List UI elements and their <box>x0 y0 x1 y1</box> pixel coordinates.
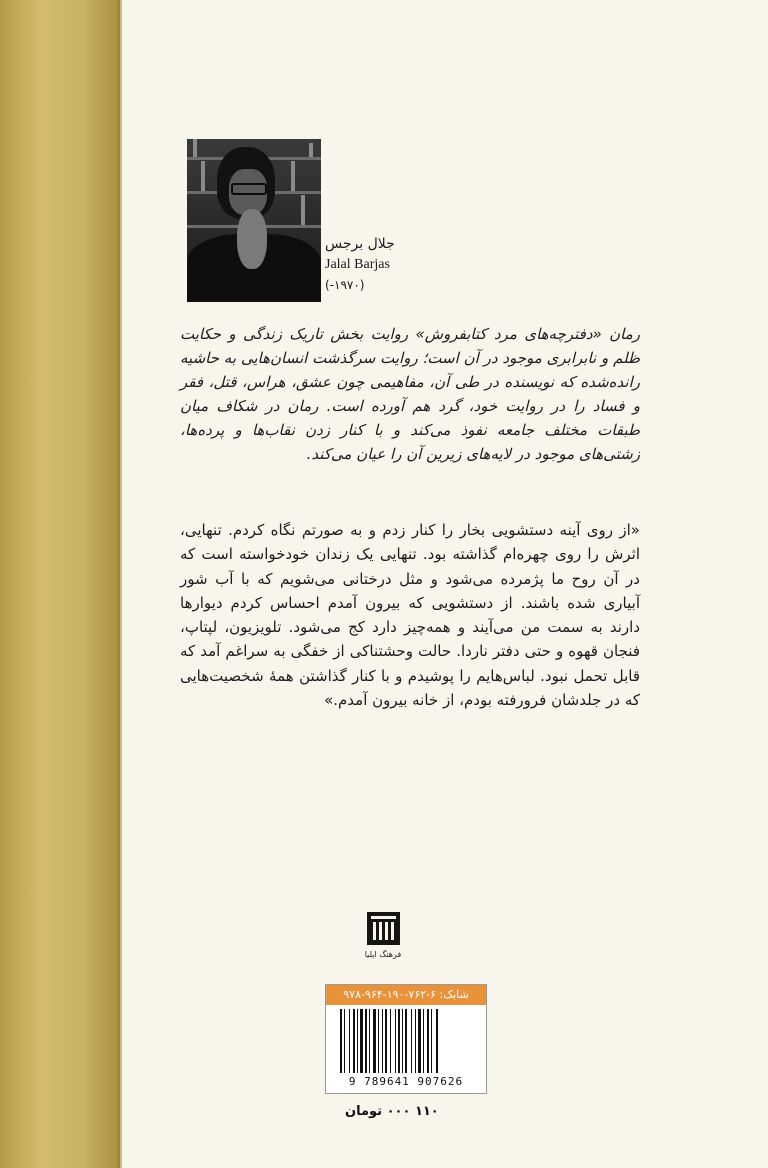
book-summary: رمان «دفترچه‌های مرد کتابفروش» روایت بخش تاریک زندگی و حکایت ظلم و نابرابری موجود در آن است؛ روایت سرگذشت انسان‌هایی به حاشیه رانده‌شده که نویسنده در طی آن، مفاهیمی چون عشق، هراس، قتل، فقر و فساد را در روایت خود، گرد هم آورده است. رمان در شکاف میان طبقات مختلف جامعه نفوذ می‌کند و با کنار زدن نقاب‌ها و پرده‌ها، زشتی‌های موجود در لایه‌های زیرین آن را عیان می‌کند. <box>180 325 640 463</box>
barcode-bar <box>360 1009 363 1073</box>
barcode-bar <box>344 1009 345 1073</box>
barcode-bar <box>369 1009 370 1073</box>
barcode-bar <box>373 1009 376 1073</box>
shelf-book <box>291 161 295 191</box>
barcode-digits: 9 789641 907626 <box>348 1075 464 1088</box>
shelf-book <box>193 139 197 157</box>
logo-bar <box>385 922 388 940</box>
barcode-bar <box>405 1009 407 1073</box>
author-hand <box>237 209 267 269</box>
shelf-book <box>301 195 305 225</box>
barcode-bar <box>365 1009 367 1073</box>
logo-bar <box>379 922 382 940</box>
book-excerpt: «از روی آینه دستشویی بخار را کنار زدم و به صورتم نگاه کردم. تنهایی، اثرش را روی چهره‌ام گذاشته بود. تنهایی یک زندان خودخواسته است که در آن روح ما پژمرده می‌شود و مثل درختانی می‌شویم که با آب شور آبیاری شده باشند. از دستشویی که بیرون آمدم احساس کردم دیوارها دارند به سمت من می‌آیند و همه‌چیز دارد کج می‌شود. تلویزیون، لپتاپ، فنجان قهوه و حتی دفتر ناردا. حالت وحشتناکی از خفگی به سراغم آمد که قابل تحمل نبود. لباس‌هایم را پوشیدم و با کنار گذاشتن همهٔ شخصیت‌هایی که در جلدشان فرورفته بودم، از خانه بیرون آمدم.» <box>180 521 640 710</box>
ilia-publisher-logo-icon <box>367 912 400 945</box>
barcode-bar <box>415 1009 416 1073</box>
logo-bar <box>391 922 394 940</box>
logo-top-bar <box>371 916 396 919</box>
barcode-bar <box>353 1009 355 1073</box>
barcode-bar <box>398 1009 400 1073</box>
barcode-bar <box>378 1009 379 1073</box>
barcode-bar <box>411 1009 412 1073</box>
book-spine-edge <box>0 0 120 1168</box>
barcode-bar <box>418 1009 421 1073</box>
shelf-book <box>201 161 205 191</box>
isbn-barcode-box <box>325 984 487 1094</box>
barcode-bar <box>390 1009 391 1073</box>
logo-bar <box>373 922 376 940</box>
barcode-bar <box>402 1009 403 1073</box>
shelf-book <box>309 143 313 157</box>
price-label: ۱۱۰ ۰۰۰ تومان <box>345 1104 439 1119</box>
author-birth-year: (۱۹۷۰-) <box>325 278 365 292</box>
barcode-bar <box>340 1009 342 1073</box>
isbn-label: شابک: ۶-۷۶۲-۱۹۰-۹۶۴-۹۷۸ <box>326 985 486 1005</box>
barcode-bar <box>431 1009 432 1073</box>
barcode-bar <box>385 1009 387 1073</box>
author-name-english: Jalal Barjas <box>325 257 390 272</box>
barcode-bar <box>423 1009 424 1073</box>
publisher-name: فرهنگ ایلیا <box>364 950 402 959</box>
glasses-icon <box>231 183 267 195</box>
barcode-bar <box>436 1009 438 1073</box>
author-name-persian: جلال برجس <box>325 236 395 252</box>
barcode-bar <box>395 1009 396 1073</box>
barcode-bar <box>357 1009 358 1073</box>
barcode-icon <box>338 1009 478 1073</box>
barcode-bar <box>349 1009 350 1073</box>
barcode-bar <box>427 1009 429 1073</box>
barcode-bar <box>382 1009 383 1073</box>
author-photo <box>187 139 321 302</box>
